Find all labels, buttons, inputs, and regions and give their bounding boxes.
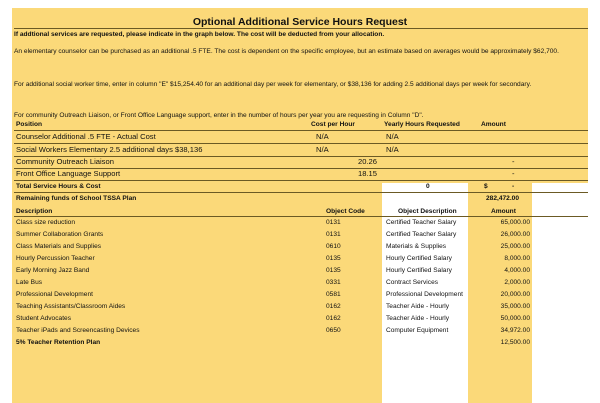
budget-object-code: 0131 <box>326 231 341 238</box>
budget-object-description: Professional Development <box>386 291 463 298</box>
col-object-code-header: Object Code <box>326 208 365 215</box>
budget-object-description: Materials & Supplies <box>386 243 447 250</box>
budget-amount: 12,500.00 <box>500 339 530 346</box>
budget-object-code: 0610 <box>326 243 341 250</box>
budget-description: Late Bus <box>16 279 43 286</box>
budget-amount: 2,000.00 <box>504 279 530 286</box>
instruction-text: If addtional services are requested, please indicate in the graph below. The cost will be deducted from your allocation. <box>14 31 385 38</box>
service-hours-input[interactable] <box>386 169 466 178</box>
budget-header-rule <box>14 216 588 217</box>
budget-object-code: 0650 <box>326 327 341 334</box>
budget-amount: 35,000.00 <box>500 303 530 310</box>
page-title: Optional Additional Service Hours Request <box>192 16 408 28</box>
budget-description: Teaching Assistants/Classroom Aides <box>16 303 126 310</box>
row-divider <box>14 143 588 144</box>
budget-object-code: 0162 <box>326 315 341 322</box>
service-cost: 20.26 <box>358 157 378 166</box>
budget-amount: 25,000.00 <box>500 243 530 250</box>
col-hours-header: Yearly Hours Requested <box>384 121 460 128</box>
service-amount: - <box>512 169 515 178</box>
col-description-header: Description <box>16 208 53 215</box>
budget-amount: 65,000.00 <box>500 219 530 226</box>
budget-amount: 34,972.00 <box>500 327 530 334</box>
col-object-description-header: Object Description <box>398 208 457 215</box>
budget-object-code: 0135 <box>326 255 341 262</box>
budget-object-code: 0135 <box>326 267 341 274</box>
service-position: Front Office Language Support <box>16 169 121 178</box>
total-amount: - <box>512 183 515 190</box>
col-cost-header: Cost per Hour <box>311 121 355 128</box>
service-cost: N/A <box>316 145 329 154</box>
budget-description: Professional Development <box>16 291 93 298</box>
total-currency: $ <box>484 183 488 190</box>
service-hours-input[interactable]: N/A <box>386 145 399 154</box>
budget-amount: 20,000.00 <box>500 291 530 298</box>
service-position: Counselor Additional .5 FTE - Actual Cost <box>16 132 156 141</box>
service-position: Social Workers Elementary 2.5 additional days $38,136 <box>16 145 203 154</box>
remaining-rule <box>14 192 588 193</box>
total-hours: 0 <box>426 183 430 190</box>
service-hours-input[interactable] <box>386 157 466 166</box>
budget-object-description: Certified Teacher Salary <box>386 219 457 226</box>
budget-object-description: Teacher Aide - Hourly <box>386 315 450 322</box>
remaining-amount: 282,472.00 <box>486 195 520 202</box>
service-position: Community Outreach Liaison <box>16 157 114 166</box>
service-cost: 18.15 <box>358 169 378 178</box>
col-budget-amount-header: Amount <box>491 208 516 215</box>
social-worker-note: For additional social worker time, enter in column "E" $15,254.40 for an additional day per week for elementary, or $38,136 for adding 2.5 additional days per week for secondary. <box>14 81 532 88</box>
budget-object-description: Certified Teacher Salary <box>386 231 457 238</box>
budget-amount: 4,000.00 <box>504 267 530 274</box>
col-amount-header: Amount <box>481 121 506 128</box>
budget-description: Class Materials and Supplies <box>16 243 102 250</box>
budget-object-description: Contract Services <box>386 279 439 286</box>
col-position-header: Position <box>16 121 43 128</box>
budget-amount: 50,000.00 <box>500 315 530 322</box>
total-rule <box>14 180 588 181</box>
budget-description: Hourly Percussion Teacher <box>16 255 95 262</box>
budget-description: Summer Collaboration Grants <box>16 231 104 238</box>
service-amount: - <box>512 157 515 166</box>
budget-description: 5% Teacher Retention Plan <box>16 339 101 346</box>
budget-description: Class size reduction <box>16 219 76 226</box>
service-cost: N/A <box>316 132 329 141</box>
budget-object-code: 0162 <box>326 303 341 310</box>
budget-description: Teacher iPads and Screencasting Devices <box>16 327 140 334</box>
remaining-label: Remaining funds of School TSSA Plan <box>16 195 137 202</box>
counselor-note: An elementary counselor can be purchased as an additional .5 FTE. The cost is dependent on the specific employee, but an estimate based on averages would be approximately $62,700. <box>14 48 559 55</box>
budget-object-code: 0331 <box>326 279 341 286</box>
total-label: Total Service Hours & Cost <box>16 183 101 190</box>
budget-object-code: 0581 <box>326 291 341 298</box>
title-divider <box>14 28 588 29</box>
budget-object-description: Hourly Certified Salary <box>386 267 452 274</box>
budget-object-description: Hourly Certified Salary <box>386 255 452 262</box>
budget-object-code: 0131 <box>326 219 341 226</box>
budget-description: Early Morning Jazz Band <box>16 267 90 274</box>
outreach-note: For community Outreach Liaison, or Front Office Language support, enter in the number of hours per year you are requesting in Column "D". <box>14 112 424 119</box>
budget-amount: 26,000.00 <box>500 231 530 238</box>
budget-amount: 8,000.00 <box>504 255 530 262</box>
budget-object-description: Teacher Aide - Hourly <box>386 303 450 310</box>
service-hours-input[interactable]: N/A <box>386 132 399 141</box>
budget-description: Student Advocates <box>16 315 71 322</box>
services-header-rule <box>14 130 588 131</box>
budget-object-description: Computer Equipment <box>386 327 449 334</box>
